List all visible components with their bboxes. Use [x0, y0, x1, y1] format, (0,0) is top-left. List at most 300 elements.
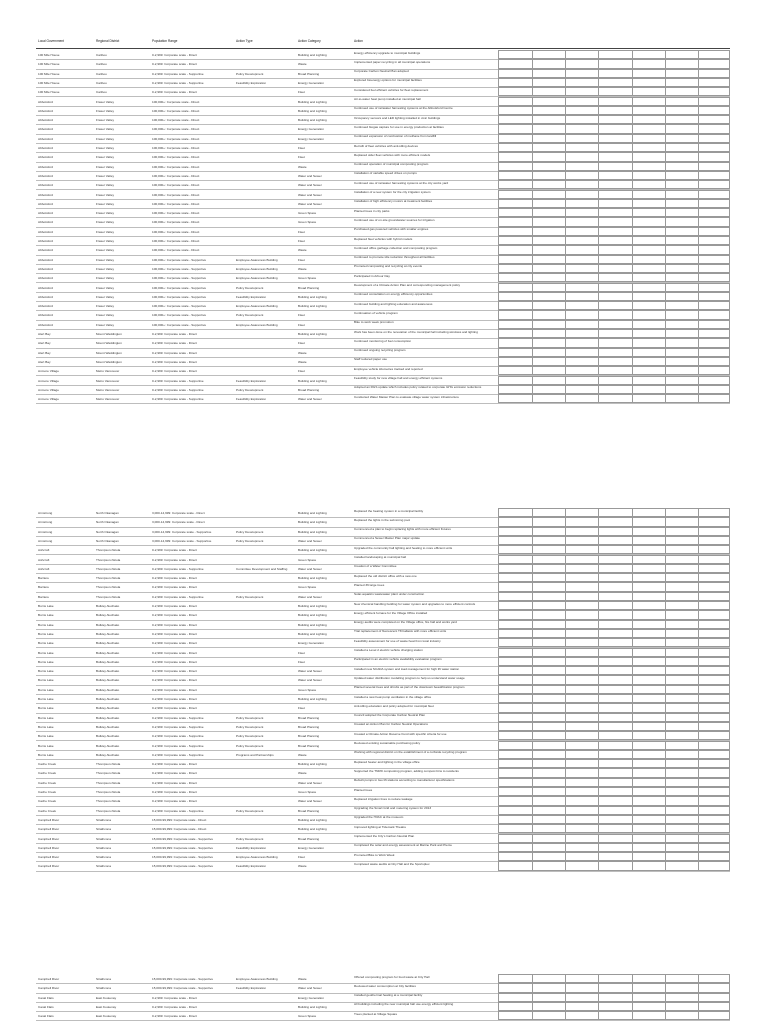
grid-divider	[565, 191, 566, 198]
grid-divider	[665, 667, 666, 674]
grid-divider	[532, 349, 533, 356]
grid-divider	[532, 265, 533, 272]
cell-action: Reviewed existing sustainable purchasing policy	[354, 742, 421, 745]
grid-divider	[532, 321, 533, 328]
cell-action-type: Employee Awareness Building	[236, 304, 278, 309]
grid-divider	[632, 732, 633, 739]
grid-divider	[565, 79, 566, 86]
grid-divider	[698, 565, 699, 572]
grid-divider	[565, 723, 566, 730]
grid-divider	[632, 844, 633, 851]
empty-grid-cells	[498, 648, 730, 657]
cell-municipality: Abbotsford	[38, 229, 53, 234]
cell-population: 100,000+: Corporate scale - Direct	[152, 211, 200, 216]
grid-divider	[665, 349, 666, 356]
cell-region: Bulkley-Nechako	[96, 631, 120, 636]
grid-divider	[532, 574, 533, 581]
cell-municipality: Cache Creek	[38, 799, 57, 804]
grid-divider	[598, 284, 599, 291]
cell-population: 100,000+: Corporate scale - Supportive	[152, 257, 207, 262]
grid-divider	[598, 621, 599, 628]
grid-divider	[698, 769, 699, 776]
grid-divider	[698, 853, 699, 860]
cell-action: Planted trees in city parks	[354, 209, 390, 213]
header-population: Population Range	[152, 39, 178, 43]
cell-category: Building and Lighting	[298, 304, 327, 309]
grid-divider	[632, 172, 633, 179]
cell-region: Thompson-Nicola	[96, 799, 121, 804]
empty-grid-cells	[498, 778, 730, 787]
grid-divider	[632, 528, 633, 535]
cell-category: Building and Lighting	[298, 762, 327, 767]
empty-grid-cells	[498, 657, 730, 666]
grid-divider	[532, 339, 533, 346]
cell-category: Green Space	[298, 276, 317, 281]
grid-divider	[665, 509, 666, 516]
cell-population: 3,000-14,999: Corporate scale - Direct	[152, 511, 205, 515]
grid-divider	[665, 528, 666, 535]
grid-divider	[565, 742, 566, 749]
cell-category: Broad Planning	[298, 715, 320, 720]
grid-divider	[565, 330, 566, 337]
cell-municipality: Armstrong	[38, 529, 53, 534]
grid-divider	[598, 835, 599, 842]
cell-action: Promoted composting and recycling at city events	[354, 265, 423, 269]
grid-divider	[632, 835, 633, 842]
grid-divider	[532, 237, 533, 244]
grid-divider	[665, 760, 666, 767]
grid-divider	[565, 509, 566, 516]
cell-municipality: Campbell River	[38, 817, 60, 822]
grid-divider	[565, 769, 566, 776]
empty-grid-cells	[498, 564, 730, 573]
grid-divider	[598, 593, 599, 600]
cell-municipality: Abbotsford	[38, 173, 53, 178]
grid-divider	[532, 246, 533, 253]
cell-region: North Okanagan	[96, 529, 119, 534]
cell-action: Conducted Water Master Plan to evaluate village water system infrastructure	[354, 395, 459, 399]
empty-grid-cells	[498, 1002, 730, 1011]
grid-divider	[598, 546, 599, 553]
cell-population: 3,000-14,999: Corporate scale - Supportive	[152, 529, 212, 534]
grid-divider	[532, 630, 533, 637]
cell-municipality: Burns Lake	[38, 604, 54, 608]
cell-municipality: Armstrong	[38, 511, 53, 515]
cell-region: Fraser Valley	[96, 313, 114, 318]
cell-action: Air-to-water heat pump installed at municipal hall	[354, 98, 421, 101]
cell-category: Waste	[298, 350, 307, 355]
grid-divider	[698, 125, 699, 132]
grid-divider	[632, 556, 633, 563]
grid-divider	[698, 60, 699, 67]
grid-divider	[532, 825, 533, 832]
grid-divider	[698, 302, 699, 309]
cell-population: 0-2,999: Corporate scale - Direct	[152, 90, 197, 95]
grid-divider	[632, 125, 633, 132]
grid-divider	[532, 528, 533, 535]
grid-divider	[598, 70, 599, 77]
grid-divider	[565, 209, 566, 216]
grid-divider	[565, 228, 566, 235]
cell-population: 0-2,999: Corporate scale - Direct	[152, 576, 197, 581]
cell-action: Installed new SCADA system and load management for high lift water station	[354, 667, 460, 671]
cell-region: Thompson-Nicola	[96, 548, 121, 553]
grid-divider	[565, 218, 566, 225]
grid-divider	[698, 621, 699, 628]
cell-region: Fraser Valley	[96, 127, 114, 132]
cell-region: Fraser Valley	[96, 99, 114, 104]
cell-region: Mount Waddington	[96, 332, 122, 336]
empty-grid-cells	[498, 675, 730, 684]
cell-municipality: Cache Creek	[38, 762, 57, 767]
grid-divider	[632, 302, 633, 309]
cell-action: Replaced the lights in the swimming pool	[354, 518, 411, 522]
grid-divider	[532, 163, 533, 170]
cell-category: Broad Planning	[298, 836, 320, 841]
grid-divider	[632, 321, 633, 328]
grid-divider	[665, 321, 666, 328]
grid-divider	[532, 518, 533, 525]
grid-divider	[565, 349, 566, 356]
empty-grid-cells	[498, 592, 730, 601]
empty-grid-cells	[498, 993, 730, 1002]
grid-divider	[598, 321, 599, 328]
cell-action: Promoted Bike to Work Week	[354, 853, 395, 857]
grid-divider	[532, 723, 533, 730]
grid-divider	[665, 302, 666, 309]
grid-divider	[632, 676, 633, 683]
cell-category: Green Space	[298, 687, 317, 692]
cell-region: North Okanagan	[96, 511, 119, 515]
cell-category: Energy Generation	[298, 136, 324, 141]
cell-category: Fleet	[298, 239, 305, 243]
empty-grid-cells	[498, 245, 730, 254]
grid-divider	[532, 667, 533, 674]
cell-region: Cariboo	[96, 90, 107, 95]
grid-divider	[665, 125, 666, 132]
cell-action: Planted several trees and shrubs as part of the downtown beautification program	[354, 686, 465, 690]
cell-action: Offered composting program for food waste at City Hall	[354, 975, 430, 979]
table-sheet-3	[36, 974, 730, 1024]
cell-population: 100,000+: Corporate scale - Supportive	[152, 276, 207, 281]
cell-action: Implemented paper recycling in all municipal operations	[354, 60, 431, 64]
header-action: Action	[354, 39, 363, 43]
cell-population: 0-2,999: Corporate scale - Direct	[152, 641, 197, 646]
cell-population: 0-2,999: Corporate scale - Supportive	[152, 808, 204, 813]
grid-divider	[598, 686, 599, 693]
grid-divider	[598, 200, 599, 207]
grid-divider	[698, 723, 699, 730]
grid-divider	[665, 742, 666, 749]
cell-population: 0-2,999: Corporate scale - Supportive	[152, 80, 204, 85]
cell-action: Installation of a new system for the city irrigation system	[354, 191, 431, 194]
cell-municipality: Canal Flats	[38, 995, 54, 1000]
empty-grid-cells	[498, 796, 730, 805]
cell-category: Green Space	[298, 1014, 317, 1019]
grid-divider	[565, 144, 566, 151]
grid-divider	[698, 98, 699, 105]
empty-grid-cells	[498, 134, 730, 143]
grid-divider	[565, 51, 566, 58]
grid-divider	[698, 1003, 699, 1010]
grid-divider	[532, 116, 533, 123]
grid-divider	[665, 862, 666, 869]
grid-divider	[665, 984, 666, 991]
grid-divider	[532, 228, 533, 235]
grid-divider	[598, 844, 599, 851]
grid-divider	[598, 807, 599, 814]
grid-divider	[532, 1012, 533, 1019]
grid-divider	[632, 695, 633, 702]
grid-divider	[632, 79, 633, 86]
grid-divider	[598, 704, 599, 711]
cell-region: East Kootenay	[96, 1004, 117, 1009]
grid-divider	[632, 144, 633, 151]
cell-region: Cariboo	[96, 71, 107, 76]
cell-population: 0-2,999: Corporate scale - Direct	[152, 762, 197, 767]
grid-divider	[698, 994, 699, 1001]
empty-grid-cells	[498, 255, 730, 264]
grid-divider	[665, 546, 666, 553]
grid-divider	[565, 779, 566, 786]
grid-divider	[598, 723, 599, 730]
cell-action-type: Employee Awareness Building	[236, 257, 278, 262]
grid-divider	[632, 611, 633, 618]
grid-divider	[598, 676, 599, 683]
table-sheet-1	[36, 38, 730, 402]
cell-category: Building and Lighting	[298, 817, 327, 822]
cell-region: Fraser Valley	[96, 118, 114, 123]
grid-divider	[698, 546, 699, 553]
report-page-1	[0, 38, 768, 402]
cell-population: 100,000+: Corporate scale - Direct	[152, 155, 200, 160]
cell-municipality: Barriere	[38, 585, 50, 590]
grid-divider	[598, 125, 599, 132]
cell-category: Waste	[298, 359, 307, 364]
cell-category: Waste	[298, 771, 307, 776]
grid-divider	[632, 862, 633, 869]
cell-action-type: Policy Development	[236, 313, 264, 318]
cell-municipality: Abbotsford	[38, 257, 53, 262]
grid-divider	[565, 70, 566, 77]
cell-population: 100,000+: Corporate scale - Direct	[152, 248, 200, 253]
grid-divider	[665, 853, 666, 860]
grid-divider	[598, 509, 599, 516]
grid-divider	[698, 676, 699, 683]
cell-region: Bulkley-Nechako	[96, 687, 120, 692]
cell-action-type: Policy Development	[236, 71, 264, 76]
grid-divider	[665, 621, 666, 628]
grid-divider	[665, 358, 666, 365]
cell-municipality: Abbotsford	[38, 220, 53, 225]
cell-category: Fleet	[298, 650, 305, 655]
cell-action: Feasibility assessment for use of waste heat from local industry	[354, 639, 441, 643]
cell-population: 0-2,999: Corporate scale - Direct	[152, 706, 197, 711]
grid-divider	[698, 574, 699, 581]
cell-region: Strathcona	[96, 827, 111, 832]
empty-grid-cells	[498, 385, 730, 394]
grid-divider	[632, 1012, 633, 1019]
grid-divider	[632, 593, 633, 600]
grid-divider	[632, 395, 633, 402]
grid-divider	[532, 676, 533, 683]
grid-divider	[598, 853, 599, 860]
empty-grid-cells	[498, 357, 730, 366]
cell-population: 0-2,999: Corporate scale - Direct	[152, 613, 197, 618]
grid-divider	[532, 395, 533, 402]
cell-region: North Okanagan	[96, 538, 119, 543]
cell-region: Fraser Valley	[96, 164, 114, 169]
cell-action: Staff reduced paper use	[354, 358, 387, 362]
cell-category: Broad Planning	[298, 743, 320, 748]
cell-municipality: Campbell River	[38, 836, 60, 841]
empty-grid-cells	[498, 1011, 730, 1020]
grid-divider	[598, 797, 599, 804]
cell-category: Waste	[298, 266, 307, 271]
grid-divider	[565, 844, 566, 851]
cell-population: 0-2,999: Corporate scale - Direct	[152, 687, 197, 692]
grid-divider	[532, 51, 533, 58]
cell-category: Building and Lighting	[298, 118, 327, 123]
empty-grid-cells	[498, 320, 730, 329]
grid-divider	[698, 284, 699, 291]
grid-divider	[565, 395, 566, 402]
grid-divider	[598, 88, 599, 95]
grid-divider	[598, 395, 599, 402]
cell-municipality: Armstrong	[38, 520, 53, 525]
grid-divider	[532, 742, 533, 749]
empty-grid-cells	[498, 329, 730, 338]
grid-divider	[565, 994, 566, 1001]
cell-category: Building and Lighting	[298, 294, 327, 299]
cell-region: Thompson-Nicola	[96, 771, 121, 776]
cell-action: Continued use of on-site groundwater sources for irrigation	[354, 218, 435, 222]
grid-divider	[698, 274, 699, 281]
empty-grid-cells	[498, 69, 730, 78]
grid-divider	[598, 79, 599, 86]
grid-divider	[632, 367, 633, 374]
cell-population: 0-2,999: Corporate scale - Direct	[152, 697, 197, 701]
grid-divider	[532, 79, 533, 86]
empty-grid-cells	[498, 861, 730, 870]
grid-divider	[665, 1012, 666, 1019]
empty-grid-cells	[498, 97, 730, 106]
grid-divider	[532, 788, 533, 795]
cell-municipality: Burns Lake	[38, 613, 54, 618]
cell-action: Planted 36 large trees	[354, 583, 385, 587]
grid-divider	[698, 583, 699, 590]
grid-divider	[665, 807, 666, 814]
grid-divider	[665, 723, 666, 730]
grid-divider	[698, 760, 699, 767]
cell-population: 0-2,999: Corporate scale - Supportive	[152, 378, 204, 383]
empty-grid-cells	[498, 517, 730, 526]
grid-divider	[632, 246, 633, 253]
cell-municipality: Barriere	[38, 576, 50, 581]
grid-divider	[632, 228, 633, 235]
cell-category: Broad Planning	[298, 71, 320, 76]
grid-divider	[698, 209, 699, 216]
cell-region: Strathcona	[96, 845, 111, 850]
cell-population: 0-2,999: Corporate scale - Supportive	[152, 724, 204, 729]
grid-divider	[565, 377, 566, 384]
cell-category: Waste	[298, 864, 307, 869]
cell-population: 0-2,999: Corporate scale - Supportive	[152, 594, 204, 599]
cell-action: New chemical handling building for water system and upgrades to more efficient controls	[354, 602, 476, 606]
cell-population: 100,000+: Corporate scale - Supportive	[152, 313, 207, 318]
grid-divider	[598, 742, 599, 749]
cell-category: Building and Lighting	[298, 622, 327, 627]
table-row	[36, 861, 730, 871]
grid-divider	[698, 293, 699, 300]
grid-divider	[698, 88, 699, 95]
cell-category: Building and Lighting	[298, 613, 327, 618]
cell-municipality: 100 Mile House	[38, 53, 60, 57]
grid-divider	[665, 386, 666, 393]
cell-action: Working with regional district on the establishment of a curbside recycling program	[354, 751, 467, 755]
grid-divider	[598, 975, 599, 982]
grid-divider	[532, 181, 533, 188]
grid-divider	[632, 358, 633, 365]
grid-divider	[665, 574, 666, 581]
grid-divider	[565, 1003, 566, 1010]
cell-municipality: Canal Flats	[38, 1004, 54, 1009]
grid-divider	[598, 751, 599, 758]
cell-action: Continued building and lighting education and awareness	[354, 302, 433, 306]
cell-region: Bulkley-Nechako	[96, 659, 120, 664]
grid-divider	[598, 1003, 599, 1010]
grid-divider	[565, 732, 566, 739]
grid-divider	[698, 658, 699, 665]
grid-divider	[565, 649, 566, 656]
cell-action: Adopted an RGS update which includes policy related to corporate GHG emission reductions	[354, 386, 482, 390]
cell-municipality: Abbotsford	[38, 266, 53, 271]
cell-population: 0-2,999: Corporate scale - Direct	[152, 548, 197, 553]
grid-divider	[665, 209, 666, 216]
grid-divider	[532, 1003, 533, 1010]
empty-grid-cells	[498, 143, 730, 152]
cell-category: Water and Sewer	[298, 538, 322, 543]
grid-divider	[665, 153, 666, 160]
grid-divider	[632, 546, 633, 553]
grid-divider	[565, 537, 566, 544]
grid-divider	[598, 528, 599, 535]
cell-municipality: Abbotsford	[38, 239, 53, 243]
cell-region: Fraser Valley	[96, 183, 114, 188]
cell-category: Building and Lighting	[298, 827, 327, 832]
cell-municipality: Cache Creek	[38, 780, 57, 785]
cell-population: 0-2,999: Corporate scale - Supportive	[152, 743, 204, 748]
grid-divider	[532, 779, 533, 786]
cell-population: 0-2,999: Corporate scale - Direct	[152, 1014, 197, 1019]
grid-divider	[665, 218, 666, 225]
grid-divider	[632, 742, 633, 749]
empty-grid-cells	[498, 124, 730, 133]
cell-region: Bulkley-Nechako	[96, 752, 120, 757]
grid-divider	[632, 218, 633, 225]
grid-divider	[598, 367, 599, 374]
grid-divider	[565, 321, 566, 328]
grid-divider	[565, 518, 566, 525]
grid-divider	[598, 302, 599, 309]
cell-population: 0-2,999: Corporate scale - Supportive	[152, 397, 204, 402]
cell-category: Fleet	[298, 369, 305, 374]
cell-action: Installed geothermal heating at a municipal facility	[354, 994, 423, 998]
cell-region: Thompson-Nicola	[96, 594, 121, 599]
grid-divider	[532, 509, 533, 516]
grid-divider	[598, 1012, 599, 1019]
cell-category: Building and Lighting	[298, 604, 327, 608]
